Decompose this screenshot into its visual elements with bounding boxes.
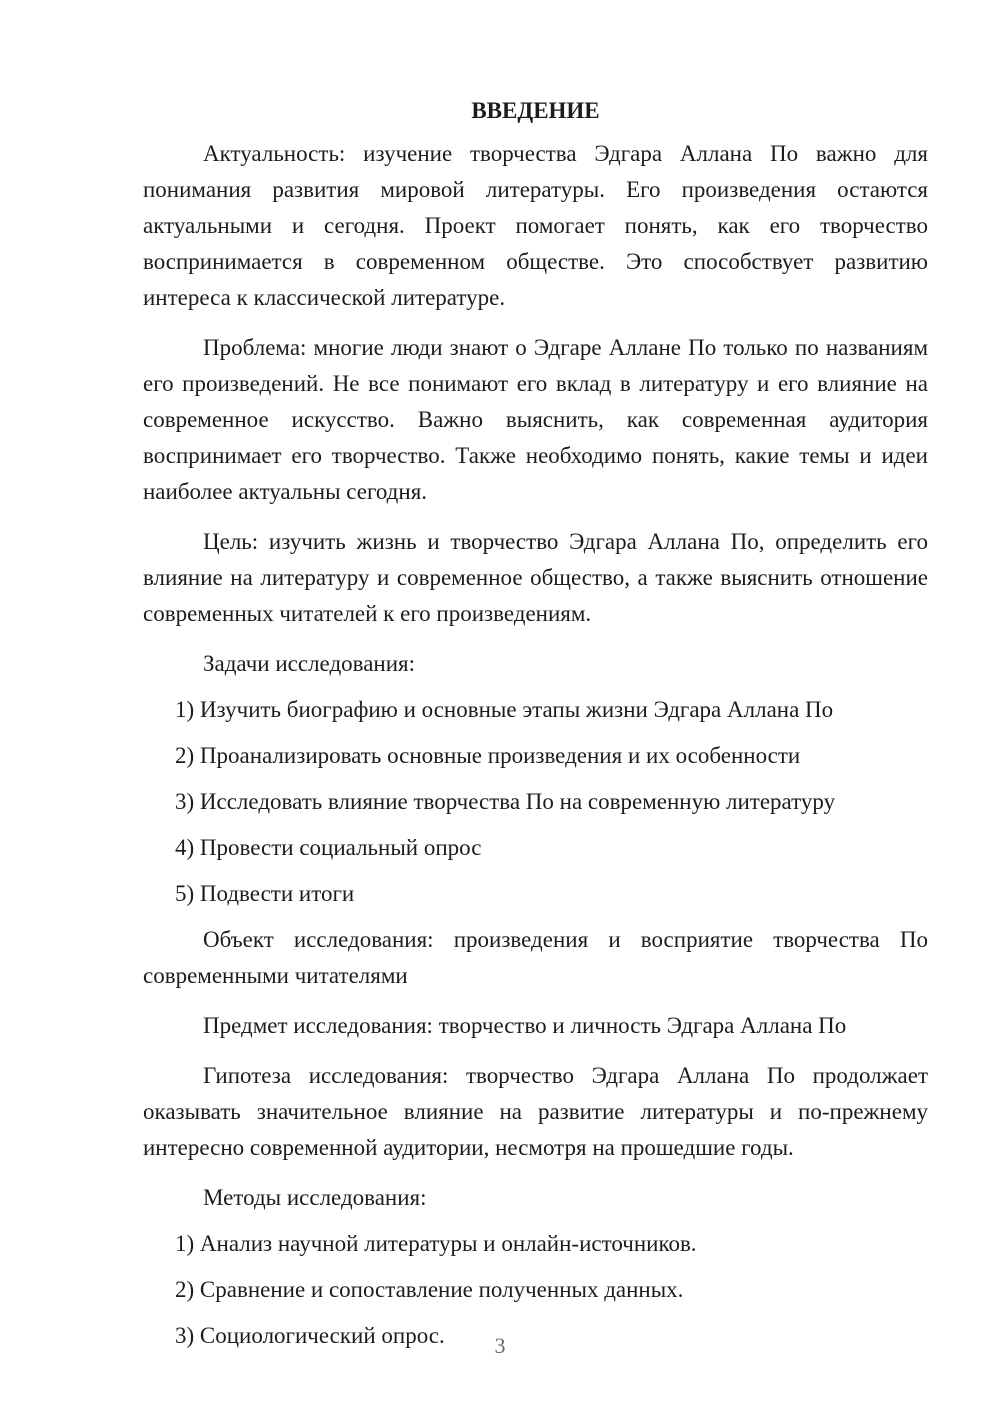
page-title: ВВЕДЕНИЕ xyxy=(471,98,600,123)
list-item: 3) Социологический опрос. xyxy=(175,1323,445,1348)
paragraph-goal: Цель: изучить жизнь и творчество Эдгара Аллана По, определить его влияние на литературу и современное общество, а также выяснить отношение современных читателей к его произведениям. xyxy=(143,529,928,626)
list-item: 4) Провести социальный опрос xyxy=(175,835,482,860)
list-item: 2) Проанализировать основные произведения и их особенности xyxy=(175,743,801,768)
page-content xyxy=(143,93,928,1364)
paragraph-object: Объект исследования: произведения и восприятие творчества По современными читателями xyxy=(143,927,928,988)
list-item: 1) Изучить биографию и основные этапы жизни Эдгара Аллана По xyxy=(175,697,834,722)
tasks-label: Задачи исследования: xyxy=(203,651,416,676)
list-item: 1) Анализ научной литературы и онлайн-источников. xyxy=(175,1231,697,1256)
page-number: 3 xyxy=(494,1333,506,1358)
paragraph-relevance: Актуальность: изучение творчества Эдгара Аллана По важно для понимания развития мировой литературы. Его произведения остаются актуальными и сегодня. Проект помогает понять, как его творчество воспринимается в современном обществе. Это способствует развитию интереса к классической литературе. xyxy=(143,141,928,310)
list-item: 3) Исследовать влияние творчества По на современную литературу xyxy=(175,789,836,814)
list-item: 2) Сравнение и сопоставление полученных данных. xyxy=(175,1277,684,1302)
list-item: 5) Подвести итоги xyxy=(175,881,355,906)
paragraph-problem: Проблема: многие люди знают о Эдгаре Аллане По только по названиям его произведений. Не все понимают его вклад в литературу и его влияние на современное искусство. Важно выяснить, как современная аудитория воспринимает его творчество. Также необходимо понять, какие темы и идеи наиболее актуальны сегодня. xyxy=(143,335,928,504)
paragraph-hypothesis: Гипотеза исследования: творчество Эдгара Аллана По продолжает оказывать значительное влияние на развитие литературы и по-прежнему интересно современной аудитории, несмотря на прошедшие годы. xyxy=(143,1063,928,1160)
paragraph-subject: Предмет исследования: творчество и личность Эдгара Аллана По xyxy=(203,1013,847,1038)
methods-label: Методы исследования: xyxy=(203,1185,427,1210)
tasks-list xyxy=(143,692,928,912)
